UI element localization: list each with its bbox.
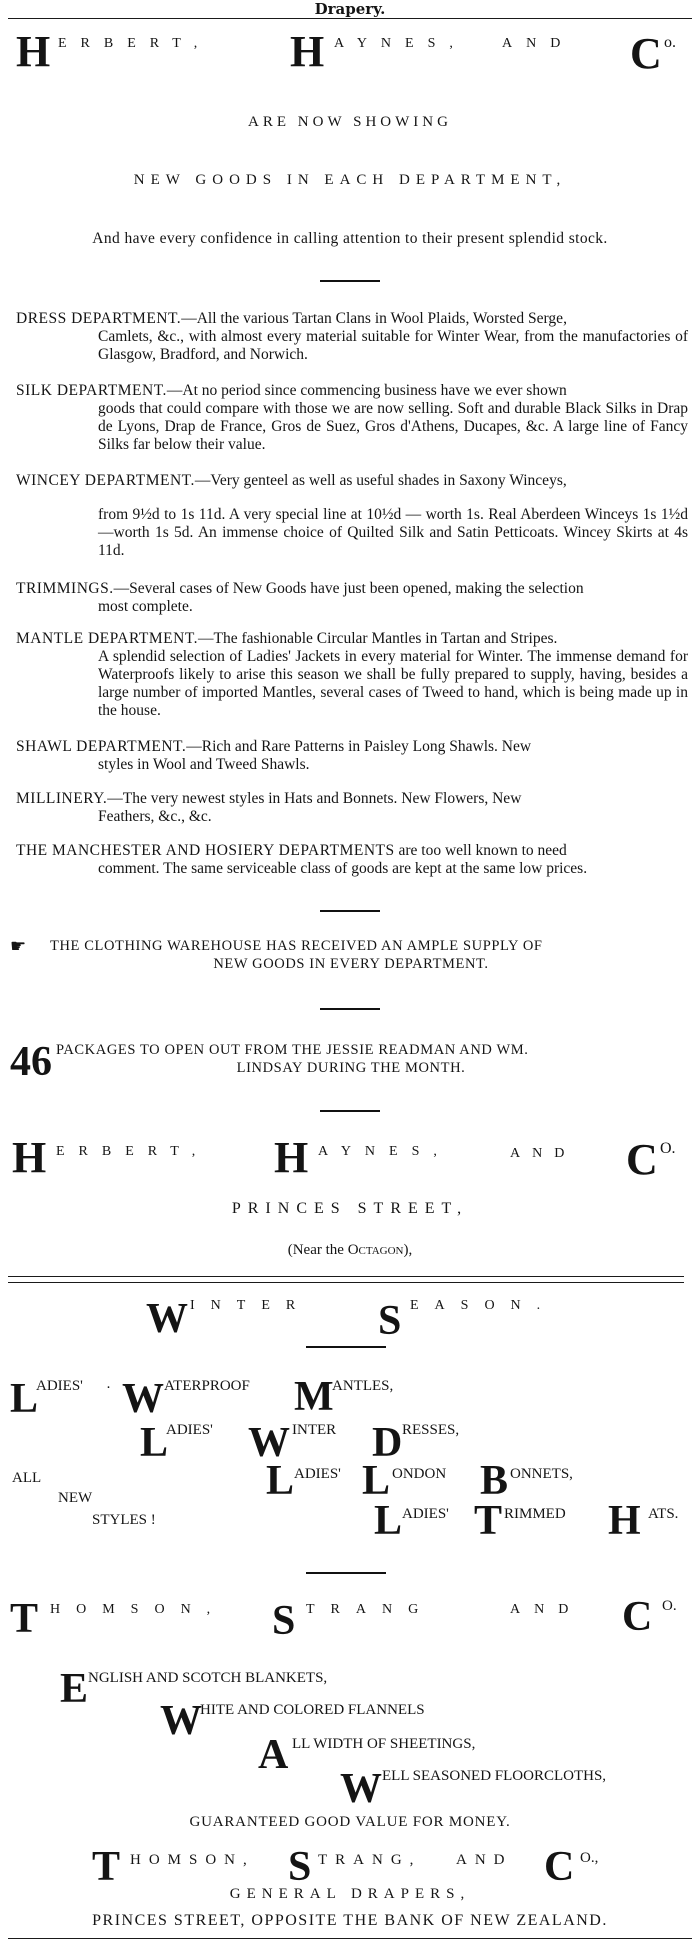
title-word-and: AND bbox=[502, 36, 575, 51]
manchester-hosiery: THE MANCHESTER AND HOSIERY DEPARTMENTS are too well known to need comment. The same serviceable class of goods are kept at the same low prices. bbox=[16, 842, 588, 877]
thomson-strang-footer: T HOMSON, S TRANG, AND C O., bbox=[92, 1844, 599, 1890]
packages-line-2: LINDSAY DURING THE MONTH. bbox=[236, 1060, 466, 1076]
all-label: ALL bbox=[12, 1470, 42, 1486]
new-label: NEW bbox=[58, 1490, 93, 1506]
princes-street: PRINCES STREET, bbox=[231, 1200, 469, 1217]
divider bbox=[306, 1572, 386, 1574]
title-initial-c: C bbox=[630, 29, 662, 78]
season-initial: S bbox=[378, 1298, 402, 1344]
bottom-rule bbox=[8, 1938, 692, 1939]
styles-label: STYLES ! bbox=[92, 1512, 156, 1528]
dress-department: DRESS DEPARTMENT.—All the various Tartan Clans in Wool Plaids, Worsted Serge, Camlets, &c., with almost every material suitable for Winter Wear, from the manufactories of Glasgow, Bradford, and Norwich. bbox=[16, 310, 688, 363]
wincey-department: WINCEY DEPARTMENT.—Very genteel as well as useful shades in Saxony Winceys, from 9½d to 1s 11d. A very special line at 10½d — worth 1s. Real Aberdeen Winceys 1s 1½d—worth 1s 5d. An immense choice of Quilted Silk and Satin Petticoats. Wincey Skirts at 4s 11d. bbox=[16, 472, 688, 559]
address-line: PRINCES STREET, OPPOSITE THE BANK OF NEW ZEALAND. bbox=[92, 1912, 608, 1929]
thomson-strang-title: T HOMSON, S TRANG AND C O. bbox=[10, 1594, 677, 1644]
divider bbox=[320, 280, 380, 282]
all-width-sheetings: A LL WIDTH OF SHEETINGS, bbox=[258, 1732, 476, 1778]
clothing-line-1: THE CLOTHING WAREHOUSE HAS RECEIVED AN AMPLE SUPPLY OF bbox=[50, 938, 543, 954]
ladies-trimmed-hats: L ADIES' T RIMMED H ATS. bbox=[374, 1498, 679, 1544]
ad-separator bbox=[8, 1276, 684, 1277]
title-word-haynes: AYNES, bbox=[334, 36, 467, 51]
divider bbox=[320, 1110, 380, 1112]
trimmings: TRIMMINGS.—Several cases of New Goods have just been opened, making the selection most complete. bbox=[16, 580, 584, 615]
footer-word-co: O. bbox=[660, 1140, 676, 1157]
mantle-department: MANTLE DEPARTMENT.—The fashionable Circular Mantles in Tartan and Stripes. A splendid selection of Ladies' Jackets in every material for Winter. The immense demand for Waterproofs likely to arise this season we shall be fully prepared to supply, having, besides a large number of imported Mantles, several cases of Tweed to hand, which is being made up in the house. bbox=[16, 630, 688, 719]
general-drapers: GENERAL DRAPERS, bbox=[229, 1886, 471, 1902]
confidence-line: And have every confidence in calling attention to their present splendid stock. bbox=[92, 230, 608, 247]
section-header: Drapery. bbox=[314, 0, 386, 18]
divider bbox=[320, 910, 380, 912]
divider bbox=[306, 1346, 386, 1348]
footer-word-herbert: ERBERT, bbox=[56, 1144, 210, 1159]
ladies-london-bonnets: L ADIES' L ONDON B ONNETS, bbox=[266, 1458, 573, 1504]
footer-word-and: AND bbox=[510, 1146, 577, 1161]
ladies-winter-dresses: L ADIES' W INTER D RESSES, bbox=[140, 1420, 460, 1466]
well-seasoned-floorcloths: W ELL SEASONED FLOORCLOTHS, bbox=[340, 1766, 607, 1812]
english-scotch-blankets: E NGLISH AND SCOTCH BLANKETS, bbox=[60, 1666, 328, 1712]
near-octagon: (Near the Octagon), bbox=[287, 1242, 413, 1258]
packages-notice bbox=[10, 1040, 692, 1088]
footer-initial-h1: H bbox=[12, 1133, 47, 1182]
title-initial-h1: H bbox=[16, 27, 51, 76]
guaranteed-value: GUARANTEED GOOD VALUE FOR MONEY. bbox=[189, 1814, 511, 1830]
winter-word: INTER bbox=[190, 1298, 312, 1313]
packages-number: 46 bbox=[10, 1039, 52, 1085]
packages-line-1: PACKAGES TO OPEN OUT FROM THE JESSIE READMAN AND WM. bbox=[56, 1042, 529, 1058]
silk-department: SILK DEPARTMENT.—At no period since commencing business have we ever shown goods that could compare with those we are now selling. Soft and durable Black Silks in Drap de Lyons, Drap de France, Gros de Suez, Gros d'Athens, Ducapes, &c. A large line of Fancy Silks far below their value. bbox=[16, 382, 688, 453]
title-word-herbert: ERBERT, bbox=[58, 36, 212, 51]
millinery: MILLINERY.—The very newest styles in Hats and Bonnets. New Flowers, New Feathers, &c., &c. bbox=[16, 790, 522, 825]
new-goods-line: NEW GOODS IN EACH DEPARTMENT, bbox=[133, 172, 567, 188]
season-word: EASON. bbox=[410, 1298, 557, 1313]
herbert-haynes-footer bbox=[12, 1130, 692, 1184]
footer-word-haynes: AYNES, bbox=[318, 1144, 451, 1159]
title-initial-h2: H bbox=[290, 27, 325, 76]
footer-initial-h2: H bbox=[274, 1133, 309, 1182]
clothing-line-2: NEW GOODS IN EVERY DEPARTMENT. bbox=[213, 956, 489, 972]
shawl-department: SHAWL DEPARTMENT.—Rich and Rare Patterns in Paisley Long Shawls. New styles in Wool and Tweed Shawls. bbox=[16, 738, 532, 773]
pointing-hand-icon: ☛ bbox=[10, 936, 27, 957]
footer-initial-c: C bbox=[626, 1135, 658, 1184]
ladies-waterproof-mantles: L ADIES' · W ATERPROOF M ANTLES, bbox=[10, 1374, 394, 1422]
winter-season-title bbox=[0, 1290, 700, 1346]
divider bbox=[320, 1008, 380, 1010]
are-now-showing: ARE NOW SHOWING bbox=[248, 114, 452, 130]
winter-initial: W bbox=[146, 1296, 188, 1342]
herbert-haynes-title bbox=[16, 26, 696, 78]
white-colored-flannels: W HITE AND COLORED FLANNELS bbox=[160, 1698, 425, 1744]
ad-separator-thin bbox=[8, 1282, 684, 1283]
header-rule bbox=[8, 18, 692, 19]
title-word-co: o. bbox=[664, 34, 676, 51]
